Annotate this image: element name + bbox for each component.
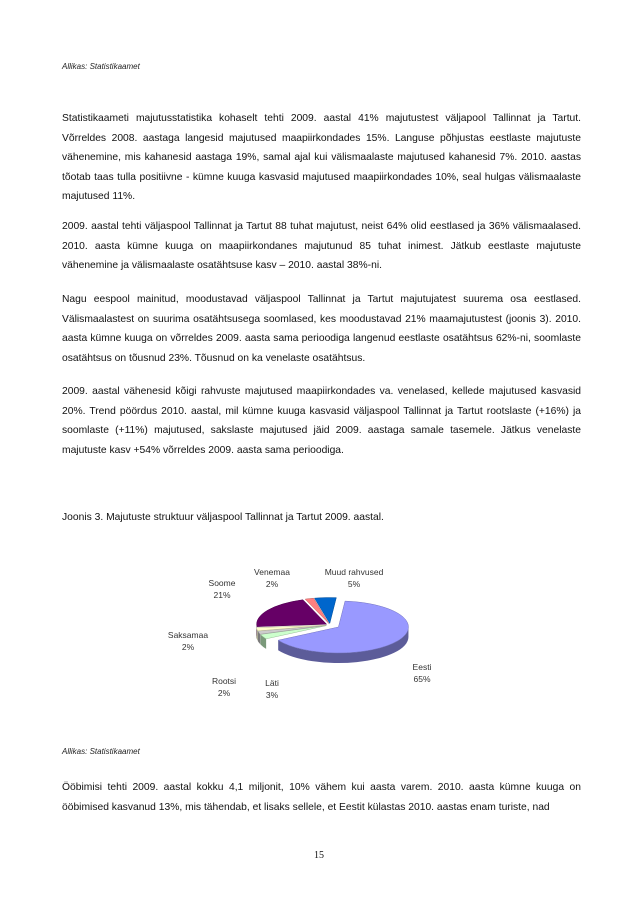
pie-label-eesti: Eesti [412, 662, 432, 672]
pie-value-venemaa: 2% [265, 579, 279, 589]
paragraph-1: Statistikaameti majutusstatistika kohaselt tehti 2009. aastal 41% majutustest väljapool Tallinnat ja Tartut. Võrreldes 2008. aastaga langesid majutused maapiirkondades 15%. Languse põhjustas eestlaste majutuste vähenemine, mis kahanesid aastaga 19%, samal ajal kui välismaalaste majutused kahanesid 7%. 2010. aastas tõotab taas tulla positiivne - kümne kuuga kasvasid majutused maapiirkondades 10%, seal hulgas välismaalaste majutused 11%. [62, 113, 581, 202]
pie-chart [150, 550, 510, 710]
figure-caption: Joonis 3. Majutuste struktuur väljaspool Tallinnat ja Tartut 2009. aastal. [62, 512, 384, 523]
pie-label-rootsi: Rootsi [211, 676, 237, 686]
pie-value-soome: 21% [213, 590, 231, 600]
pie-value-muud-rahvused: 5% [347, 579, 361, 589]
paragraph-5: Ööbimisi tehti 2009. aastal kokku 4,1 miljonit, 10% vähem kui aasta varem. 2010. aasta kümne kuuga on ööbimised kasvanud 13%, mis tähendab, et lisaks sellele, et Eestit külastas 2010. aastas enam turiste, nad [62, 782, 581, 813]
pie-label-soome: Soome [208, 578, 236, 588]
paragraph-4: 2009. aastal vähenesid kõigi rahvuste majutused maapiirkondades va. venelased, kellede majutused kasvasid 20%. Trend pöördus 2010. aastal, mil kümne kuuga kasvasid väljaspool Tallinnat ja Tartut rootslaste (+16%) ja soomlaste (+11%) majutused, sakslaste majutused jäid 2009. aastaga samale tasemele. Jätkus venelaste majutuste kasv +54% võrreldes 2009. aasta sama perioodiga. [62, 386, 581, 456]
source-note-bottom: Allikas: Statistikaamet [62, 747, 140, 756]
pie-label-muud-rahvused: Muud rahvused [324, 567, 384, 577]
paragraph-3: Nagu eespool mainitud, moodustavad väljaspool Tallinnat ja Tartut majutujatest suurema osa eestlased. Välismaalastest on suurima osatähtsusega soomlased, kes moodustavad 21% maamajutustest (joonis 3). 2010. aasta kümne kuuga on võrreldes 2009. aasta sama perioodiga langenud eestlaste osatähtsus 62%-ni, soomlaste osatähtsus on tõusnud 23%. Tõusnud on ka venelaste osatähtsus. [62, 294, 581, 364]
pie-value-rootsi: 2% [217, 688, 231, 698]
paragraph-2: 2009. aastal tehti väljaspool Tallinnat ja Tartut 88 tuhat majutust, neist 64% olid eestlased ja 36% välismaalased. 2010. aasta kümne kuuga on maapiirkondanes majutunud 85 tuhat inimest. Jätkub eestlaste majutuste vähenemine ja välismaalaste osatähtsuse kasv – 2010. aastal 38%-ni. [62, 221, 581, 271]
pie-value-läti: 3% [265, 690, 279, 700]
pie-label-läti: Läti [265, 678, 279, 688]
pie-label-venemaa: Venemaa [254, 567, 290, 577]
page-number: 15 [314, 850, 324, 861]
pie-value-eesti: 65% [413, 674, 431, 684]
pie-label-saksamaa: Saksamaa [167, 630, 209, 640]
pie-value-saksamaa: 2% [181, 642, 195, 652]
source-note-top: Allikas: Statistikaamet [62, 62, 140, 71]
